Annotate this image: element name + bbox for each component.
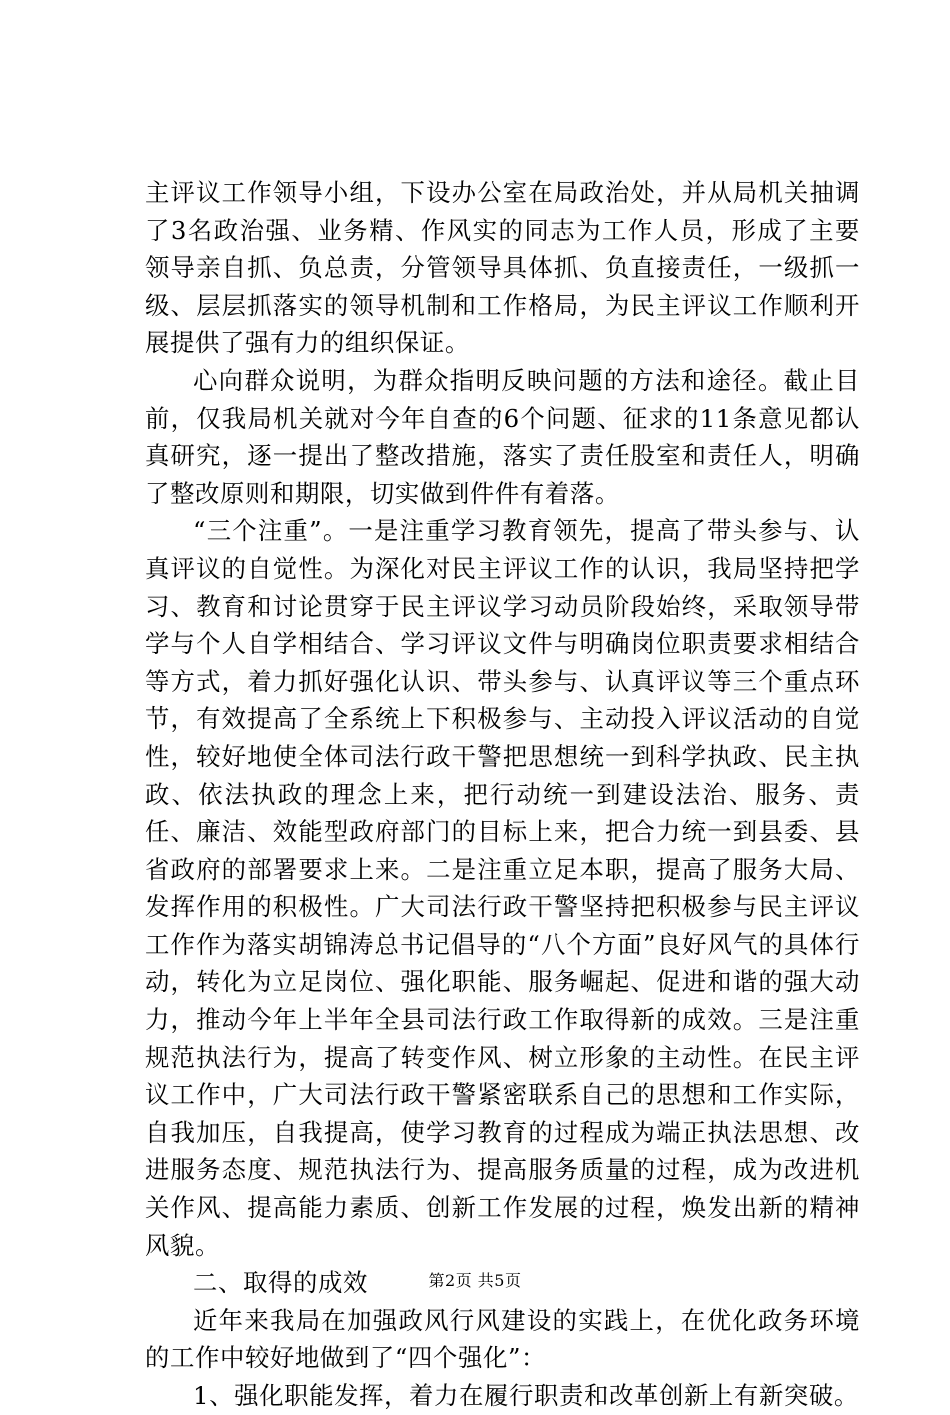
section-heading-achievements: 二、取得的成效 xyxy=(193,1268,368,1298)
paragraph-four-strengthenings: 近年来我局在加强政风行风建设的实践上，在优化政务环境的工作中较好地做到了“四个强化”： xyxy=(145,1305,860,1373)
paragraph-leadership-group: 主评议工作领导小组，下设办公室在局政治处，并从局机关抽调了3名政治强、业务精、作风实的同志为工作人员，形成了主要领导亲自抓、负总责，分管领导具体抓、负直接责任，一级抓一级、层层抓落实的领导机制和工作格局，为民主评议工作顺利开展提供了强有力的组织保证。 xyxy=(145,178,860,358)
page-footer: 第2页 共5页 xyxy=(428,1271,522,1290)
document-body xyxy=(145,174,860,1415)
paragraph-public-explanation: 心向群众说明，为群众指明反映问题的方法和途径。截止目前，仅我局机关就对今年自查的6个问题、征求的11条意见都认真研究，逐一提出了整改措施，落实了责任股室和责任人，明确了整改原则和期限，切实做到件件有着落。 xyxy=(145,365,860,508)
paragraph-item-1: 1、强化职能发挥，着力在履行职责和改革创新上有新突破。 xyxy=(193,1381,859,1410)
paragraph-three-emphases: “三个注重”。一是注重学习教育领先，提高了带头参与、认真评议的自觉性。为深化对民主评议工作的认识，我局坚持把学习、教育和讨论贯穿于民主评议学习动员阶段始终，采取领导带学与个人自学相结合、学习评议文件与明确岗位职责要求相结合等方式，着力抓好强化认识、带头参与、认真评议等三个重点环节，有效提高了全系统上下积极参与、主动投入评议活动的自觉性，较好地使全体司法行政干警把思想统一到科学执政、民主执政、依法执政的理念上来，把行动统一到建设法治、服务、责任、廉洁、效能型政府部门的目标上来，把合力统一到县委、县省政府的部署要求上来。二是注重立足本职，提高了服务大局、发挥作用的积极性。广大司法行政干警坚持把积极参与民主评议工作作为落实胡锦涛总书记倡导的“八个方面”良好风气的具体行动，转化为立足岗位、强化职能、服务崛起、促进和谐的强大动力，推动今年上半年全县司法行政工作取得新的成效。三是注重规范执法行为，提高了转变作风、树立形象的主动性。在民主评议工作中，广大司法行政干警紧密联系自己的思想和工作实际，自我加压，自我提高，使学习教育的过程成为端正执法思想、改进服务态度、规范执法行为、提高服务质量的过程，成为改进机关作风、提高能力素质、创新工作发展的过程，焕发出新的精神风貌。 xyxy=(145,516,860,1260)
